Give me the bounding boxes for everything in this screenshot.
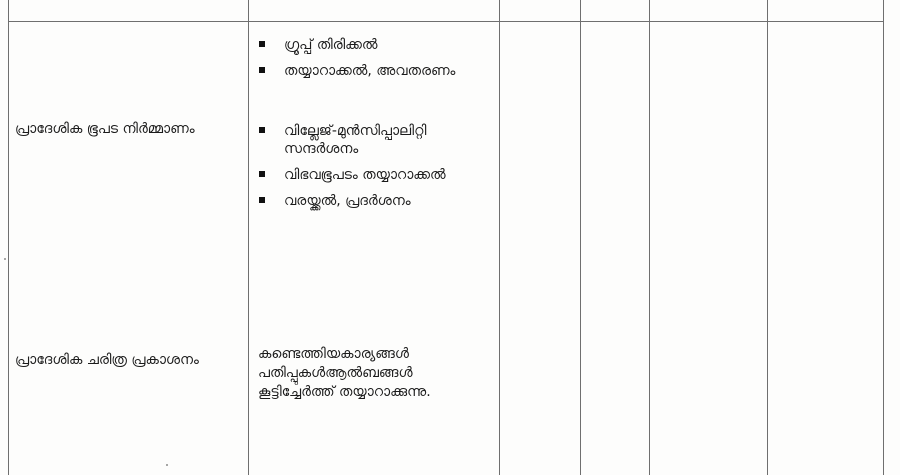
table-border-right <box>883 0 884 475</box>
row-1-activities-bottom <box>259 122 494 218</box>
scan-speck <box>4 258 6 260</box>
column-divider-5 <box>767 0 768 475</box>
column-divider-2 <box>499 0 500 475</box>
list-item: ഗ്രൂപ്പ് തിരിക്കൽ <box>259 36 494 54</box>
scan-speck <box>166 464 168 466</box>
table-border-left <box>8 0 9 475</box>
row-1-activities-top <box>259 36 494 88</box>
row-1-label: പ്രാദേശിക ഭൂപട നിർമ്മാണം <box>15 121 195 137</box>
column-divider-3 <box>580 0 581 475</box>
list-item: വിഭവഭൂപടം തയ്യാറാക്കൽ <box>259 166 494 184</box>
description-line: കൂട്ടിച്ചേർത്ത് തയ്യാറാക്കുന്നു. <box>258 384 431 400</box>
row-divider <box>8 21 884 22</box>
list-item: വില്ലേജ്-മുൻസിപ്പാലിറ്റി സന്ദർശനം <box>259 122 484 158</box>
column-divider-4 <box>649 0 650 475</box>
list-item: വരയ്ക്കൽ, പ്രദർശനം <box>259 192 494 210</box>
description-line: പതിപ്പുകൾആൽബങ്ങൾ <box>258 365 413 381</box>
row-2-description <box>258 345 488 402</box>
description-line: കണ്ടെത്തിയകാര്യങ്ങൾ <box>258 346 409 362</box>
list-item: തയ്യാറാക്കൽ, അവതരണം <box>259 62 494 80</box>
column-divider-1 <box>248 0 249 475</box>
row-2-label: പ്രാദേശിക ചരിത്ര പ്രകാശനം <box>15 352 199 368</box>
